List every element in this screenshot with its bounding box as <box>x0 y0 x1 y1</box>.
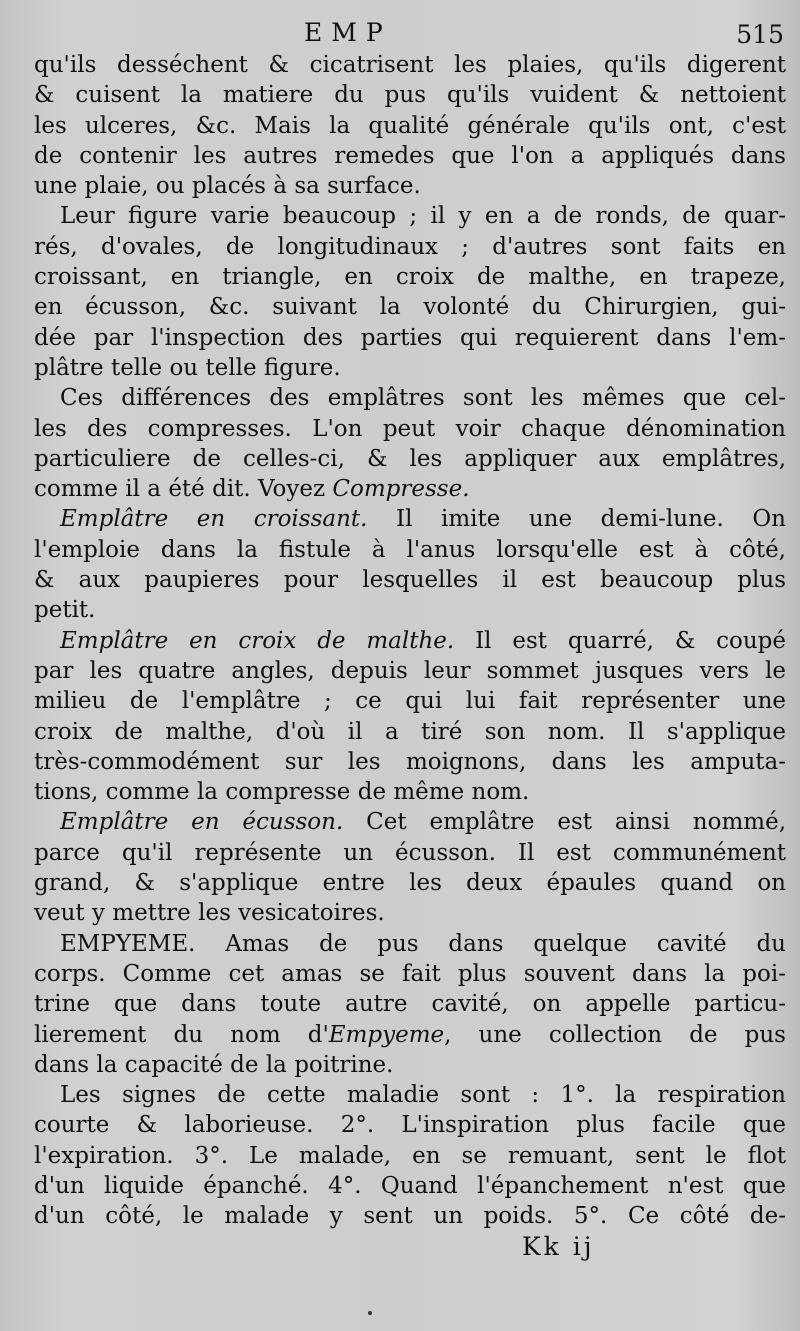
text-run: lierement du nom d' <box>34 1021 329 1048</box>
text-run: , une collection de pus <box>444 1021 786 1048</box>
italic-term: Empyeme <box>328 1021 445 1048</box>
entry-heading: Emplâtre en écusson. <box>60 809 344 836</box>
text-line: & cuisent la matiere du pus qu'ils vuident & nettoient <box>34 82 786 109</box>
text-run: Cet emplâtre est ainsi nommé, <box>366 809 787 836</box>
text-line: dans la capacité de la poitrine. <box>34 1051 394 1078</box>
text-line <box>34 626 786 656</box>
text-line: les des compresses. L'on peut voir chaque dénomination <box>34 415 786 442</box>
text-line: qu'ils desséchent & cicatrisent les plaies, qu'ils digerent <box>34 52 786 78</box>
text-line: tions, comme la compresse de même nom. <box>34 779 530 806</box>
text-line: particuliere de celles-ci, & les appliquer aux emplâtres, <box>34 445 786 472</box>
running-head <box>0 14 800 54</box>
text-line: milieu de l'emplâtre ; ce qui lui fait représenter une <box>34 688 786 715</box>
text-line: petit. <box>34 597 96 624</box>
entry-heading: Emplâtre en croissant. <box>60 506 368 533</box>
text-line: Les signes de cette maladie sont : 1°. la respiration <box>60 1082 786 1109</box>
body-text <box>34 50 786 1232</box>
text-line: en écusson, &c. suivant la volonté du Chirurgien, gui- <box>34 294 786 321</box>
text-line: par les quatre angles, depuis leur sommet jusques vers le <box>34 657 786 684</box>
text-line: d'un côté, le malade y sent un poids. 5°. Ce côté de- <box>34 1203 786 1230</box>
text-line: l'expiration. 3°. Le malade, en se remuant, sent le flot <box>34 1142 786 1169</box>
text-run: Il est quarré, & coupé <box>475 627 787 654</box>
text-line: croix de malthe, d'où il a tiré son nom. Il s'applique <box>34 718 786 745</box>
text-line <box>34 504 786 534</box>
text-line: dée par l'inspection des parties qui requierent dans l'em- <box>34 324 786 351</box>
signature-mark: Kk ij <box>522 1232 595 1261</box>
text-line: de contenir les autres remedes que l'on a appliqués dans <box>34 142 786 169</box>
running-title: EMP <box>304 18 392 47</box>
text-line: & aux paupieres pour lesquelles il est beaucoup plus <box>34 567 786 594</box>
text-line: les ulceres, &c. Mais la qualité générale qu'ils ont, c'est <box>34 112 786 139</box>
text-line: une plaie, ou placés à sa surface. <box>34 173 421 200</box>
text-line: Ces différences des emplâtres sont les mêmes que cel- <box>60 385 786 412</box>
text-line: trine que dans toute autre cavité, on appelle particu- <box>34 991 786 1018</box>
text-line: croissant, en triangle, en croix de malthe, en trapeze, <box>34 264 786 291</box>
cross-reference: Compresse. <box>332 476 470 503</box>
text-run: Il imite une demi-lune. On <box>396 506 786 533</box>
text-line <box>34 807 786 837</box>
ink-speck <box>368 1311 372 1315</box>
text-line: l'emploie dans la fistule à l'anus lorsqu'elle est à côté, <box>34 536 786 563</box>
text-line: d'un liquide épanché. 4°. Quand l'épanchement n'est que <box>34 1172 786 1199</box>
text-line: plâtre telle ou telle figure. <box>34 354 341 381</box>
text-line <box>34 1020 786 1050</box>
entry-heading: Emplâtre en croix de malthe. <box>60 627 455 654</box>
text-line: grand, & s'applique entre les deux épaules quand on <box>34 870 786 897</box>
text-line: veut y mettre les vesicatoires. <box>34 900 385 927</box>
text-line: courte & laborieuse. 2°. L'inspiration plus facile que <box>34 1112 786 1139</box>
page-number: 515 <box>736 20 784 49</box>
text-line: corps. Comme cet amas se fait plus souvent dans la poi- <box>34 960 786 987</box>
text-line: très-commodément sur les moignons, dans les amputa- <box>34 748 786 775</box>
text-line: EMPYEME. Amas de pus dans quelque cavité du <box>60 930 786 957</box>
text-line: Leur figure varie beaucoup ; il y en a de ronds, de quar- <box>60 203 786 230</box>
text-line <box>34 474 786 504</box>
text-line: parce qu'il représente un écusson. Il est communément <box>34 839 786 866</box>
text-line: rés, d'ovales, de longitudinaux ; d'autres sont faits en <box>34 233 786 260</box>
text-run: comme il a été dit. Voyez <box>34 476 326 503</box>
